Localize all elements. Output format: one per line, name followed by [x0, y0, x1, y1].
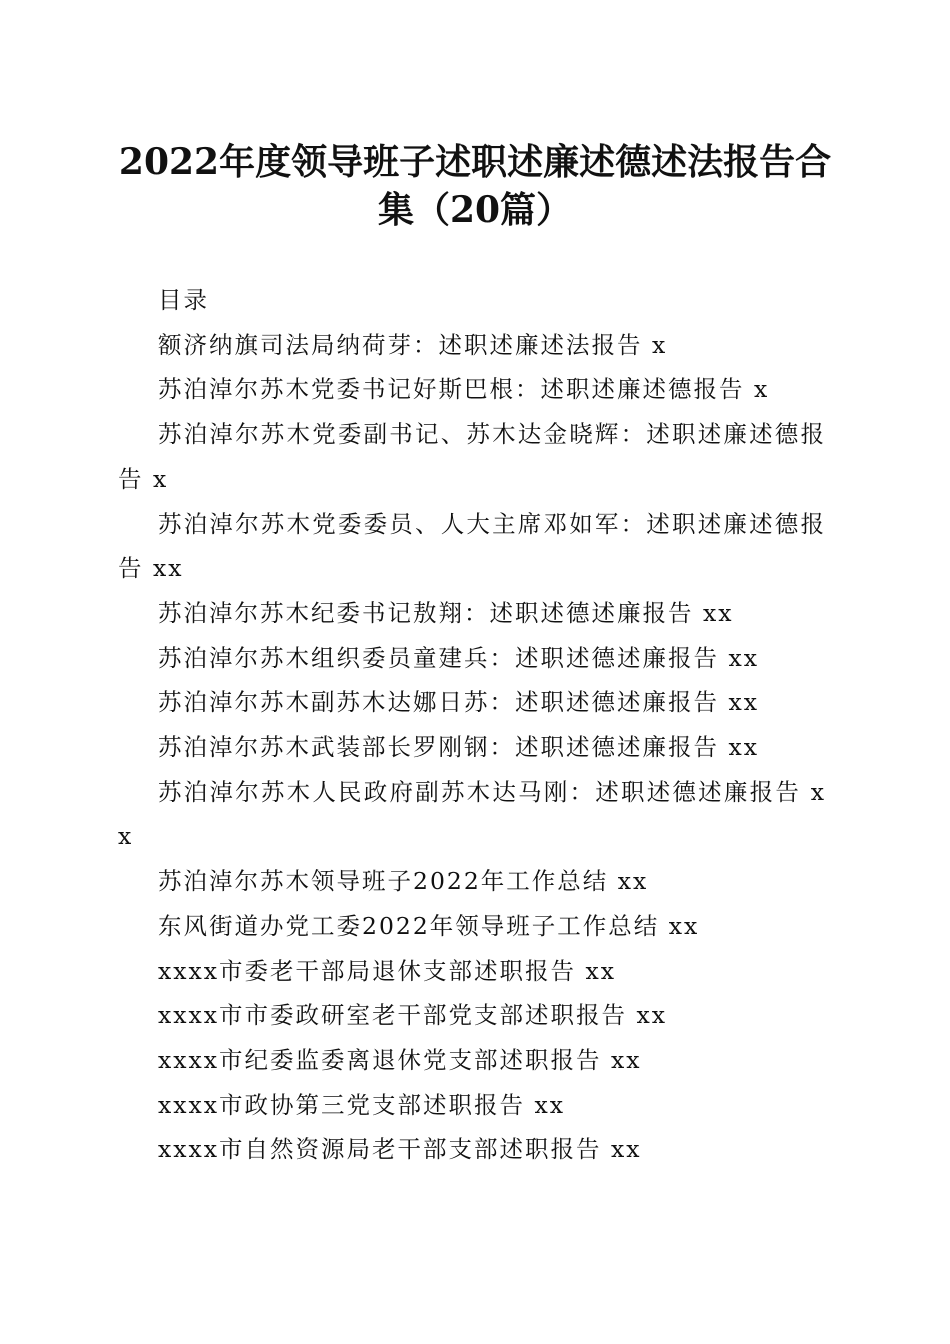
document-title	[118, 138, 832, 234]
toc-item: xxxx市政协第三党支部述职报告 xx	[158, 1090, 565, 1119]
toc-item: xxxx市委老干部局退休支部述职报告 xx	[158, 956, 616, 985]
toc-item: 苏泊淖尔苏木人民政府副苏木达马刚：述职述德述廉报告 xx	[118, 777, 826, 851]
toc-item: 苏泊淖尔苏木党委副书记、苏木达金晓辉：述职述廉述德报告 x	[118, 420, 826, 493]
toc-item: 苏泊淖尔苏木党委书记好斯巴根：述职述廉述德报告 x	[158, 375, 770, 404]
toc-item: xxxx市纪委监委离退休党支部述职报告 xx	[158, 1045, 642, 1074]
toc-item: xxxx市自然资源局老干部支部述职报告 xx	[158, 1135, 642, 1164]
toc-item: 额济纳旗司法局纳荷芽：述职述廉述法报告 x	[158, 330, 668, 359]
title-line-1: 2022年度领导班子述职述廉述德述法报告合	[118, 141, 832, 183]
toc-item: 苏泊淖尔苏木组织委员童建兵：述职述德述廉报告 xx	[158, 643, 759, 672]
toc-item: 苏泊淖尔苏木纪委书记敖翔：述职述德述廉报告 xx	[158, 598, 734, 627]
toc-item: 苏泊淖尔苏木副苏木达娜日苏：述职述德述廉报告 xx	[158, 688, 759, 717]
toc-item: 苏泊淖尔苏木领导班子2022年工作总结 xx	[158, 867, 649, 896]
table-of-contents	[118, 278, 826, 1172]
toc-item: xxxx市市委政研室老干部党支部述职报告 xx	[158, 1001, 667, 1030]
toc-item: 东风街道办党工委2022年领导班子工作总结 xx	[158, 911, 700, 940]
title-line-2: 集（20篇）	[377, 189, 573, 231]
toc-item: 苏泊淖尔苏木武装部长罗刚钢：述职述德述廉报告 xx	[158, 733, 759, 762]
toc-heading: 目录	[158, 286, 209, 314]
toc-item: 苏泊淖尔苏木党委委员、人大主席邓如军：述职述廉述德报告 xx	[118, 509, 826, 583]
